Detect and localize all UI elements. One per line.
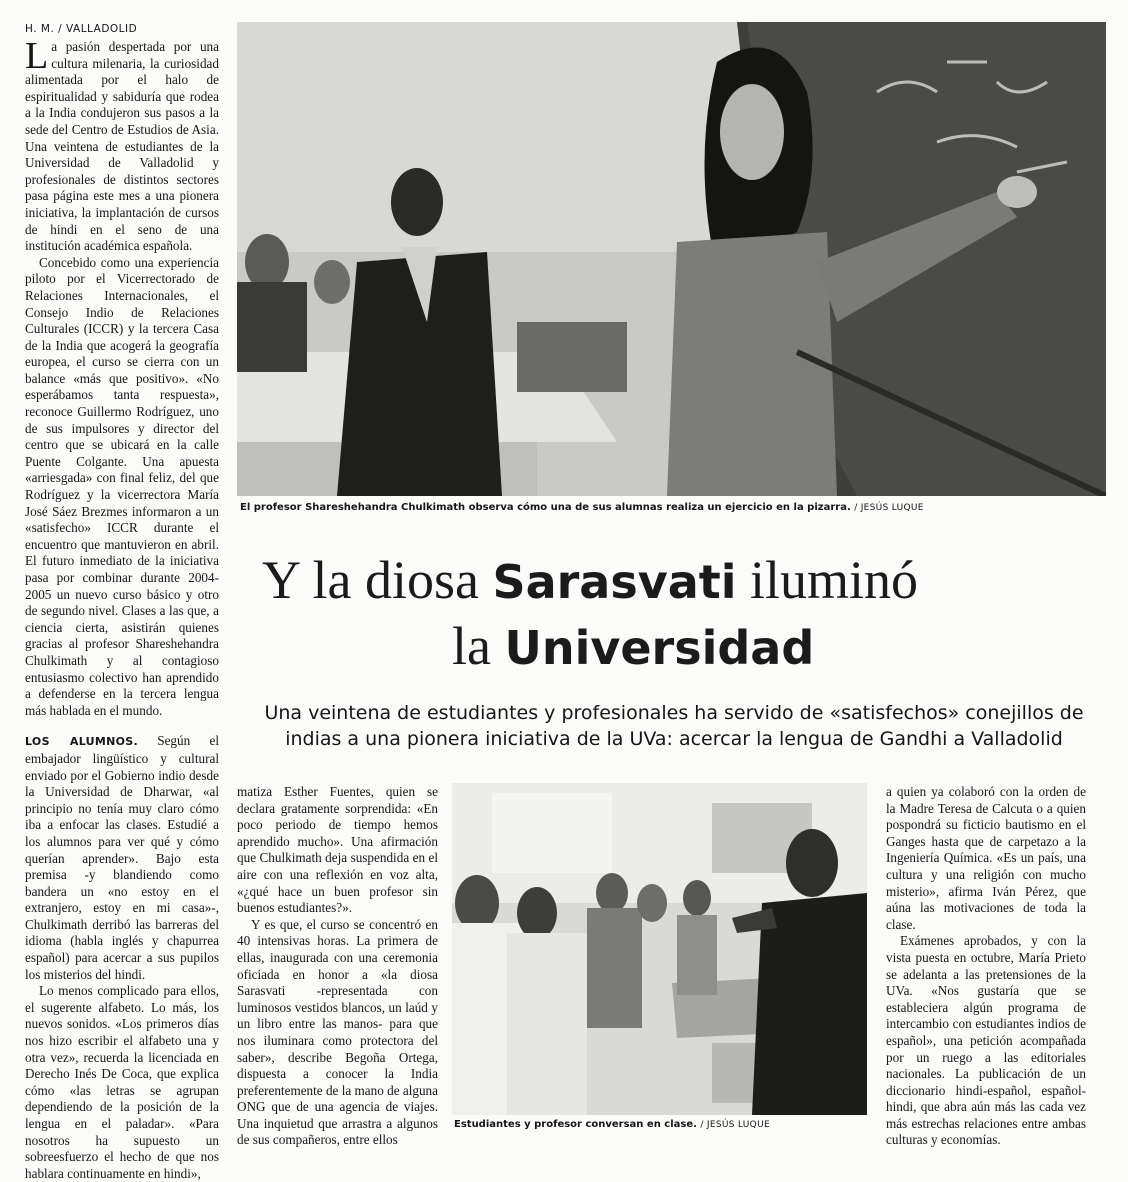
col4-paragraph-2: Exámenes aprobados, y con la vista puesta en octubre, María Prieto se adelanta a las pretensiones de la UVa. «Nos gustaría que se estableciera algún programa de intercambio con estudiantes indios de español», una petición acompañada por un ruego a las editoriales nacionales. La publicación de un diccionario hindi-español, español-hindi, que abra aún más las cada vez más estrechas relaciones entre ambas culturas y economías. [886,933,1086,1148]
photo-credit: / JESÚS LUQUE [854,503,924,513]
section-text: Según el embajador lingüístico y cultural enviado por el Gobierno indio desde la Universidad de Dharwar, «al principio no tenía muy claro cómo iba a enfocar las clases. Estudié a los alumnos para ver qué y cómo querían aprender». Bajo esta premisa -y blandiendo como bandera un «no estoy en el extranjero, estoy en mi casa»-, Chulkimath derribó las barreras del idioma (habla inglés y chapurrea español) para acercar a sus pupilos los misterios del hindi. [25,733,219,982]
subheadline: Una veintena de estudiantes y profesionales ha servido de «satisfechos» conejillos de indias a una pionera iniciativa de la UVa: acercar la lengua de Gandhi a Valladolid [264,702,1084,750]
drop-cap: L [25,35,49,77]
section-paragraph [25,733,219,983]
article-column-4 [886,784,1086,1149]
caption-text-2: Estudiantes y profesor conversan en clase. [454,1119,697,1130]
headline-bold-1: Sarasvati [492,555,737,609]
caption-text: El profesor Shareshehandra Chulkimath observa cómo una de sus alumnas realiza un ejercicio en la pizarra. [240,502,851,513]
photo-illustration-2 [452,783,867,1115]
photo-caption-bottom [454,1119,864,1130]
paragraph-4: Lo menos complicado para ellos, el sugerente alfabeto. Lo más, los nuevos sonidos. «Los primeros días nos hizo escribir el alfabeto una y otra vez», recuerda la licenciada en Derecho Inés De Coca, que explica cómo «las letras se agrupan dependiendo de la posición de la lengua en el paladar». «Para nosotros ha supuesto un sobreesfuerzo el hecho de que nos hablara continuamente en hindi», [25,983,219,1181]
classroom-blackboard-photo [237,22,1106,496]
headline-bold-2: Universidad [504,621,815,675]
headline-light-1: Y la diosa [262,550,493,610]
lede-paragraph [25,35,219,255]
headline-light-3: la [452,616,505,676]
section-label: LOS ALUMNOS. [25,735,138,749]
col4-paragraph-1: a quien ya colaboró con la orden de la Madre Teresa de Calcuta o a quien pospondrá su ficticio bautismo en el Ganges hasta que de carpetazo a la Ingeniería Química. «Es un país, una cultura y una religión con mucho misterio», afirma Iván Pérez, que aúna las motivaciones de toda la clase. [886,784,1086,932]
headline-line-1 [262,548,1082,614]
classroom-conversation-photo [452,783,867,1115]
photo-credit-2: / JESÚS LUQUE [700,1120,770,1130]
photo-illustration [237,22,1106,496]
paragraph-2: Concebido como una experiencia piloto por el Vicerrectorado de Relaciones Internacionales, el Consejo Indio de Relaciones Culturales (ICCR) y la tercera Casa de la India que acogerá la geografía europea, el curso se cierra con un balance «más que positivo». «No esperábamos tanta respuesta», reconoce Guillermo Rodríguez, uno de sus impulsores y director del centro que se ubicará en la calle Puente Colgante. Una apuesta «arriesgada» con final feliz, del que Rodríguez y la vicerrectora María José Sáez Brezmes informaron a un «satisfecho» ICCR durante el encuentro que mantuvieron en abril. El futuro inmediato de la iniciativa pasa por combinar durante 2004-2005 un nuevo curso básico y otro de segundo nivel. Clases a las que, a ciencia cierta, asistirán quienes gracias al profesor Shareshehandra Chulkimath y al contagioso entusiasmo colectivo han aprendido a defenderse en la tercera lengua más hablada en el mundo. [25,254,219,718]
col2-paragraph-2: Y es que, el curso se concentró en 40 intensivas horas. La primera de ellas, inaugurada con una ceremonia oficiada en honor a «la diosa Sarasvati -representada con luminosos vestidos blancos, un laúd y un libro entre las manos- para que nos iluminara como protectora del saber», describe Begoña Ortega, dispuesta a conocer la India preferentemente de la mano de alguna ONG que de una agencia de viajes. Una inquietud que arrastra a algunos de sus compañeros, entre ellos [237,916,439,1148]
headline-light-2: iluminó [736,550,919,610]
lede-text: a pasión despertada por una cultura milenaria, la curiosidad alimentada por el halo de espiritualidad y sabiduría que rodea a la India condujeron sus pasos a la sede del Centro de Estudios de Asia. Una veintena de estudiantes de la Universidad de Valladolid y profesionales de distintos sectores pasa página este mes a una pionera iniciativa, la implantación de cursos de hindi en el seno de una institución académica española. [25,39,219,254]
article-column-1 [25,35,219,1182]
headline [262,548,1082,680]
photo-caption-top [240,502,1100,513]
article-column-2 [237,784,438,1149]
headline-line-2 [262,614,1082,680]
col2-paragraph-1: matiza Esther Fuentes, quien se declara gratamente sorprendida: «En poco periodo de tiempo hemos aprendido mucho». Una afirmación que Chulkimath deja suspendida en el aire con una reflexión en voz alta, «¿qué hace un buen profesor sin buenos estudiantes?». [237,784,438,916]
byline: H. M. / VALLADOLID [25,23,138,35]
